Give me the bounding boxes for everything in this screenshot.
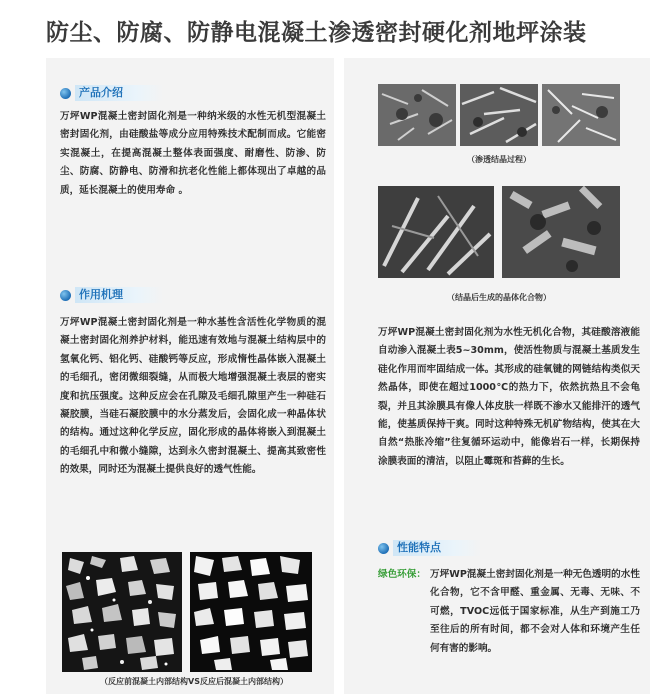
green-label: 绿色环保：	[378, 569, 426, 580]
structure-caption: （反应前混凝土内部结构VS反应后混凝土内部结构）	[100, 677, 288, 686]
penetration-image-3	[542, 84, 620, 146]
product-intro-text: 万坪WP混凝土密封固化剂是一种纳米级的水性无机型混凝土密封固化剂，由硅酸盐等成分应用特殊技术配制而成。它能密实混凝土，在提高混凝土整体表面强度、耐磨性、防渗、防尘、防腐、防静电、防滑和抗老化性能上都体现出了卓越的品质，延长混凝土的使用寿命 。	[60, 111, 326, 196]
left-panel	[46, 58, 334, 694]
performance-heading: 性能特点	[393, 540, 481, 556]
penetration-image-2	[460, 84, 538, 146]
crystal-caption: （结晶后生成的晶体化合物）	[447, 293, 551, 302]
page-title: 防尘、防腐、防静电混凝土渗透密封硬化剂地坪涂装	[46, 20, 587, 46]
right-body-text: 万坪WP混凝土密封固化剂为水性无机化合物，其硅酸溶液能自动渗入混凝土表5~30mm，使活性物质与混凝土基质发生硅化作用而牢固结成一体。其形成的硅氧键的网链结构类似天然晶体，即使在超过1000℃的热力下，依然抗热且不会龟裂，并且其涂膜具有像人体皮肤一样既不渗水又能排汗的透气能，使基质保持干爽。同时这种特殊无机矿物结构，使其在大自然“热胀冷缩”往复循环运动中，能像岩石一样，长期保持涂膜表面的清洁，以阻止霉斑和苔藓的生长。	[378, 327, 640, 467]
product-intro-heading: 产品介绍	[75, 85, 163, 101]
concrete-before-image	[62, 552, 182, 672]
performance-text: 万坪WP混凝土密封固化剂是一种无色透明的水性化合物，它不含甲醛、重金属、无毒、无味、不可燃，TVOC远低于国家标准，从生产到施工乃至往后的所有时间，都不会对人体和环境产生任何有害的影响。	[430, 569, 640, 654]
blue-dot-icon	[60, 88, 71, 99]
concrete-after-image	[190, 552, 312, 672]
right-panel	[344, 58, 650, 694]
penetration-image-1	[378, 84, 456, 146]
crystal-image-1	[378, 186, 494, 278]
mechanism-text: 万坪WP混凝土密封固化剂是一种水基性含活性化学物质的混凝土密封固化剂养护材料，能迅速有效地与混凝土结构层中的氢氧化钙、铝化钙、硅酸钙等反应，形成惰性晶体嵌入混凝土的毛细孔，密闭微细裂缝，从而极大地增强混凝土表层的密实度和抗压强度。这种反应会在孔隙及毛细孔隙里产生一种硅石凝胶膜，当硅石凝胶膜中的水分蒸发后，会固化成一种晶体状的结构。通过这种化学反应，固化形成的晶体将嵌入到混凝土的毛细孔中和微小缝隙，达到永久密封混凝土、提高其致密性的效果，同时还为混凝土提供良好的透气性能。	[60, 317, 326, 476]
product-intro-header	[60, 84, 163, 102]
mechanism-header	[60, 286, 163, 304]
crystal-image-2	[502, 186, 620, 278]
mechanism-heading: 作用机理	[75, 287, 163, 303]
penetration-caption: （渗透结晶过程）	[467, 155, 531, 164]
blue-dot-icon	[378, 543, 389, 554]
blue-dot-icon	[60, 290, 71, 301]
performance-header	[378, 539, 481, 557]
